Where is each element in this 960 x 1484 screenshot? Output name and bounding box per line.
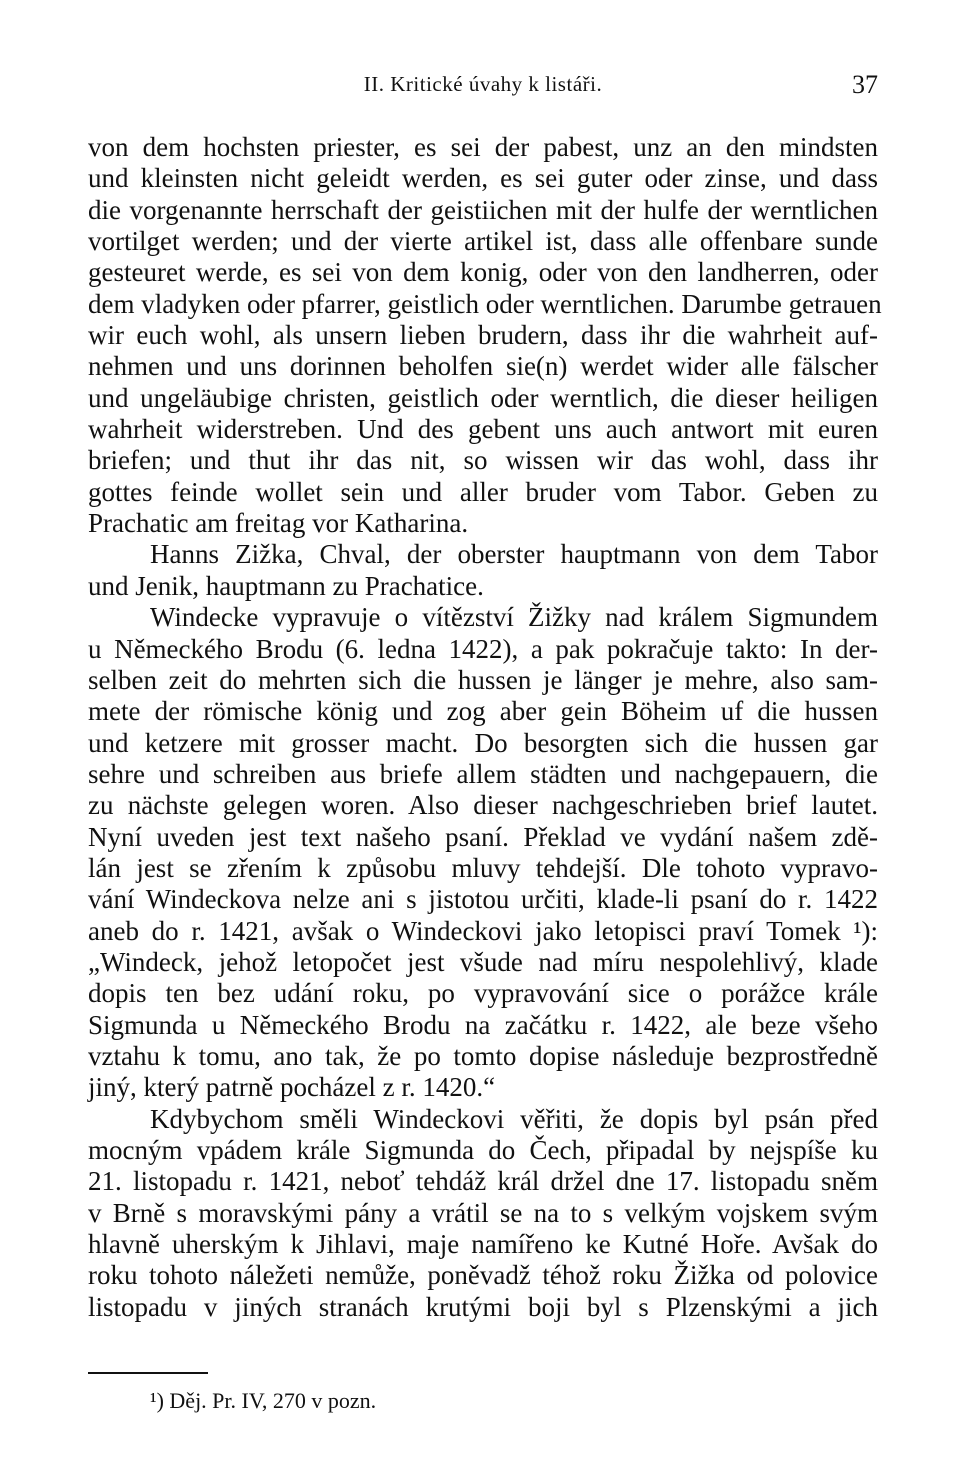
page-number: 37 xyxy=(852,70,878,99)
text-line: zu nächste gelegen woren. Also dieser nachgeschrieben brief lautet. xyxy=(88,790,878,821)
text-line: vztahu k tomu, ano tak, že po tomto dopise následuje bezprostředně xyxy=(88,1040,878,1071)
text-line: und ketzere mit grosser macht. Do besorgten sich die hussen gar xyxy=(88,727,878,758)
text-line: Nyní uveden jest text našeho psaní. Překlad ve vydání našem zdě- xyxy=(88,821,878,852)
footnote-rule xyxy=(88,1372,208,1374)
text-line: Sigmunda u Německého Brodu na začátku r. 1422, ale beze všeho xyxy=(88,1009,878,1040)
text-line: briefen; und thut ihr das nit, so wissen wir das wohl, dass ihr xyxy=(88,445,878,476)
text-line: aneb do r. 1421, avšak o Windeckovi jako letopisci praví Tomek ¹): xyxy=(88,915,878,946)
text-line: listopadu v jiných stranách krutými boji byl s Plzenskými a jich xyxy=(88,1291,878,1322)
text-line: lán jest se zřením k způsobu mluvy tehdejší. Dle tohoto vypravo- xyxy=(88,852,878,883)
text-line: Windecke vypravuje o vítězství Žižky nad králem Sigmundem xyxy=(150,602,878,633)
text-line: gesteuret werde, es sei von dem konig, oder von den landherren, oder xyxy=(88,257,878,288)
text-line: „Windeck, jehož letopočet jest všude nad míru nespolehlivý, klade xyxy=(88,946,878,977)
text-line: und ungeläubige christen, geistlich oder werntlich, die dieser heiligen xyxy=(88,382,878,413)
text-line: sehre und schreiben aus briefe allem städten und nachgepauern, die xyxy=(88,758,878,789)
text-line: dem vladyken oder pfarrer, geistlich oder werntlichen. Darumbe getrauen xyxy=(88,288,882,319)
text-line: vortilget werden; und der vierte artikel ist, dass alle offenbare sunde xyxy=(88,226,878,257)
text-line: die vorgenannte herrschaft der geistiichen mit der hulfe der werntlichen xyxy=(88,194,878,225)
text-line: und Jenik, hauptmann zu Prachatice. xyxy=(88,570,484,601)
text-line: dopis ten bez udání roku, po vypravování sice o porážce krále xyxy=(88,978,878,1009)
text-line: hlavně uherským k Jihlavi, maje namířeno ke Kutné Hoře. Avšak do xyxy=(88,1229,878,1260)
text-line: von dem hochsten priester, es sei der pabest, unz an den mindsten xyxy=(88,132,878,162)
text-line: mete der römische könig und zog aber gein Böheim uf die hussen xyxy=(88,696,878,727)
text-line: Kdybychom směli Windeckovi věřiti, že dopis byl psán před xyxy=(150,1103,878,1134)
body-text xyxy=(88,132,882,1323)
text-line: nehmen und uns dorinnen beholfen sie(n) werdet wider alle fälscher xyxy=(88,351,878,382)
running-head: II. Kritické úvahy k listáři. xyxy=(363,72,603,96)
page-header xyxy=(88,70,878,104)
text-line: vání Windeckova nelze ani s jistotou určiti, klade-li psaní do r. 1422 xyxy=(88,884,878,915)
text-line: roku tohoto náležeti nemůže, poněvadž téhož roku Žižka od polovice xyxy=(88,1260,878,1291)
footnote: ¹) Děj. Pr. IV, 270 v pozn. xyxy=(150,1388,377,1413)
text-line: selben zeit do mehrten sich die hussen je länger je mehre, also sam- xyxy=(88,664,878,695)
text-line: wahrheit widerstreben. Und des gebent uns auch antwort mit euren xyxy=(88,414,878,445)
text-line: Hanns Zižka, Chval, der oberster hauptmann von dem Tabor xyxy=(150,539,878,570)
text-line: mocným vpádem krále Sigmunda do Čech, připadal by nejspíše ku xyxy=(88,1135,878,1165)
text-line: Prachatic am freitag vor Katharina. xyxy=(88,508,469,539)
text-line: u Německého Brodu (6. ledna 1422), a pak pokračuje takto: In der- xyxy=(88,633,878,664)
text-line: 21. listopadu r. 1421, neboť tehdáž král držel dne 17. listopadu sněm xyxy=(88,1166,878,1197)
text-line: und kleinsten nicht geleidt werden, es sei guter oder zinse, und dass xyxy=(88,163,878,194)
text-line: jiný, který patrně pocházel z r. 1420.“ xyxy=(88,1072,496,1103)
text-line: gottes feinde wollet sein und aller bruder vom Tabor. Geben zu xyxy=(88,476,878,507)
text-line: v Brně s moravskými pány a vrátil se na to s velkým vojskem svým xyxy=(88,1197,878,1228)
text-line: wir euch wohl, als unsern lieben brudern, dass ihr die wahrheit auf- xyxy=(88,320,878,351)
